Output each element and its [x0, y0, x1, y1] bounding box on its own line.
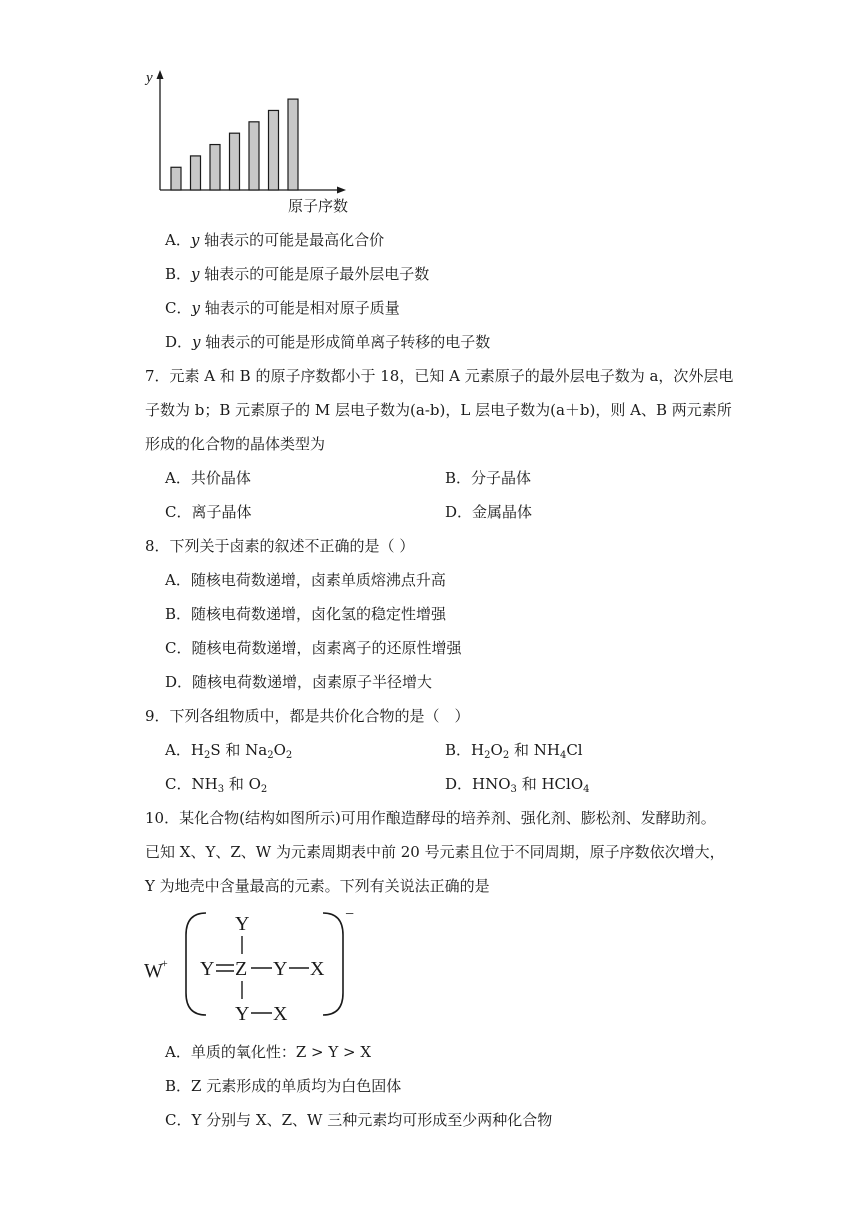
- q7-option-a[interactable]: A．共价晶体: [165, 469, 251, 487]
- bar-5: [249, 122, 259, 190]
- q6-option-a[interactable]: A．y 轴表示的可能是最高化合价: [165, 231, 385, 249]
- compound-structure-diagram: [140, 905, 380, 1030]
- q8-option-b[interactable]: B．随核电荷数递增，卤化氢的稳定性增强: [165, 605, 447, 623]
- q7-option-d[interactable]: D．金属晶体: [445, 503, 533, 521]
- x-axis-arrow: [337, 187, 346, 194]
- bar-3: [210, 145, 220, 190]
- y-axis-arrow: [157, 70, 164, 79]
- atom-top-y: Y: [235, 913, 250, 935]
- q8-option-a[interactable]: A．随核电荷数递增，卤素单质熔沸点升高: [165, 571, 446, 589]
- q10-option-a[interactable]: A．单质的氧化性：Z > Y > X: [165, 1043, 372, 1061]
- atom-bottom-y: Y: [235, 1003, 250, 1025]
- y-axis-label: y: [146, 70, 153, 86]
- right-bracket: [323, 913, 343, 1015]
- atom-bottom-x: X: [273, 1003, 288, 1025]
- cation-label: W: [144, 960, 163, 982]
- atom-left-y: Y: [200, 958, 215, 980]
- cation-charge: +: [161, 956, 168, 970]
- q9-stem: 9．下列各组物质中，都是共价化合物的是（ ）: [145, 707, 470, 725]
- bar-1: [171, 167, 181, 190]
- anion-charge: −: [345, 906, 355, 923]
- q10-stem-line-2: 已知 X、Y、Z、W 为元素周期表中前 20 号元素且位于不同周期，原子序数依次增大，: [145, 843, 725, 861]
- q6-option-c[interactable]: C．y 轴表示的可能是相对原子质量: [165, 299, 400, 317]
- q6-option-d[interactable]: D．y 轴表示的可能是形成简单离子转移的电子数: [165, 333, 491, 351]
- q10-option-c[interactable]: C．Y 分别与 X、Z、W 三种元素均可形成至少两种化合物: [165, 1111, 553, 1129]
- q8-stem: 8．下列关于卤素的叙述不正确的是（ ）: [145, 537, 415, 555]
- atom-right-x: X: [310, 958, 325, 980]
- q9-option-b[interactable]: B．$H_2O_2$ 和 $NH_4Cl$: [445, 741, 583, 761]
- q8-option-d[interactable]: D．随核电荷数递增，卤素原子半径增大: [165, 673, 433, 691]
- atom-center-z: Z: [235, 958, 248, 980]
- q7-stem-line-1: 7．元素 A 和 B 的原子序数都小于 18，已知 A 元素原子的最外层电子数为 a，次外层电: [145, 367, 734, 385]
- atom-right-y: Y: [273, 958, 288, 980]
- q10-stem-line-3: Y 为地壳中含量最高的元素。下列有关说法正确的是: [145, 877, 490, 895]
- bar-4: [230, 133, 240, 190]
- q7-option-c[interactable]: C．离子晶体: [165, 503, 252, 521]
- q9-option-a[interactable]: A．$H_2S$ 和 $Na_2O_2$: [165, 741, 293, 761]
- q9-option-c[interactable]: C．$NH_3$ 和 $O_2$: [165, 775, 268, 795]
- bar-chart: [140, 62, 360, 222]
- q7-stem-line-3: 形成的化合物的晶体类型为: [145, 435, 326, 453]
- bar-2: [191, 156, 201, 190]
- bar-7: [288, 99, 298, 190]
- q10-option-b[interactable]: B．Z 元素形成的单质均为白色固体: [165, 1077, 402, 1095]
- q7-stem-line-2: 子数为 b；B 元素原子的 M 层电子数为(a-b)，L 层电子数为(a＋b)，则 A、B 两元素所: [145, 401, 732, 419]
- q9-option-d[interactable]: D．$HNO_3$ 和 HClO$_4$: [445, 775, 590, 795]
- x-axis-label: 原子序数: [288, 199, 349, 215]
- q7-option-b[interactable]: B．分子晶体: [445, 469, 532, 487]
- bar-6: [269, 110, 279, 190]
- q6-option-b[interactable]: B．y 轴表示的可能是原子最外层电子数: [165, 265, 430, 283]
- q8-option-c[interactable]: C．随核电荷数递增，卤素离子的还原性增强: [165, 639, 462, 657]
- q10-stem-line-1: 10．某化合物(结构如图所示)可用作酿造酵母的培养剂、强化剂、膨松剂、发酵助剂。: [145, 809, 716, 827]
